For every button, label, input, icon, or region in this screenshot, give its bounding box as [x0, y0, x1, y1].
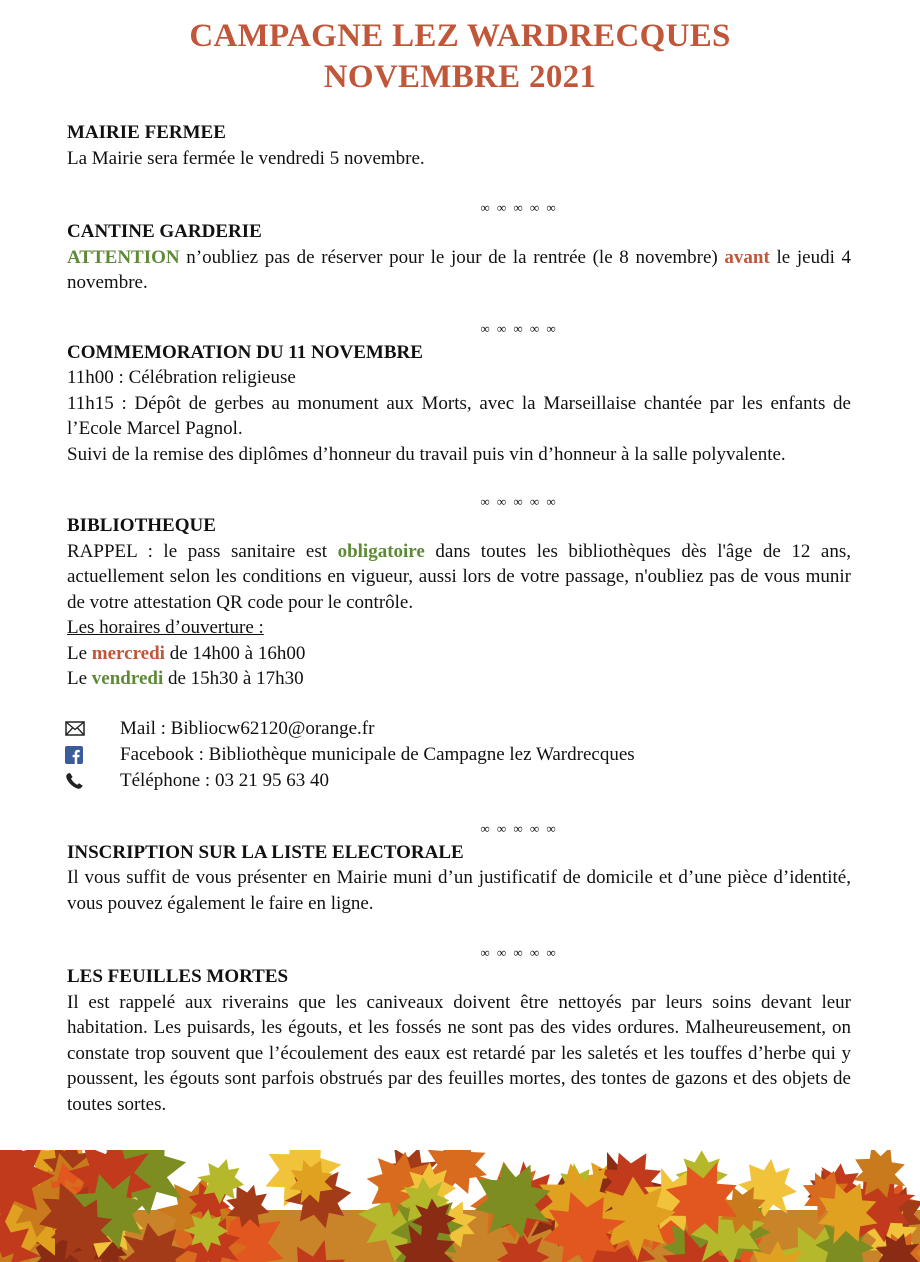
- bibliotheque-heading: BIBLIOTHEQUE: [67, 515, 216, 536]
- section-feuilles: [67, 964, 851, 1117]
- commemoration-line1: 11h00 : Célébration religieuse: [67, 367, 296, 388]
- mercredi-hours: de 14h00 à 16h00: [164, 642, 306, 664]
- page-title: CAMPAGNE LEZ WARDRECQUES: [189, 18, 731, 54]
- rappel-part1: RAPPEL : le pass sanitaire est: [67, 540, 338, 562]
- inscription-text: Il vous suffit de vous présenter en Mairie muni d’un justificatif de domicile et d’une pièce d’identité, vous pouvez également le faire en ligne.: [67, 867, 851, 914]
- separator: ∞ ∞ ∞ ∞ ∞: [480, 320, 558, 336]
- vendredi-label: vendredi: [91, 668, 164, 689]
- horaire-vendredi: [67, 666, 851, 692]
- section-commemoration: [67, 340, 851, 468]
- rappel-part2: dans toutes les bibliothèques dès l'âge de 12 ans, actuellement selon les conditions en vigueur, aussi lors de votre passage, n'oubliez pas de vous munir de votre attestation QR code pour le contrôle.: [67, 540, 851, 613]
- obligatoire-label: obligatoire: [337, 540, 425, 562]
- mercredi-label: mercredi: [91, 642, 165, 664]
- cantine-text-part2: le jeudi 4 novembre.: [67, 246, 852, 293]
- content: [67, 120, 851, 1117]
- autumn-leaves-decoration: [0, 1150, 920, 1262]
- contact-phone-text[interactable]: Téléphone : 03 21 95 63 40: [120, 769, 329, 791]
- mairie-heading: MAIRIE FERMEE: [67, 122, 226, 143]
- horaire-mercredi: [67, 641, 851, 667]
- contact-facebook: [65, 742, 851, 768]
- horaire-le: Le: [67, 668, 92, 689]
- vendredi-hours: de 15h30 à 17h30: [163, 668, 304, 689]
- feuilles-heading: LES FEUILLES MORTES: [67, 966, 289, 987]
- separator: ∞ ∞ ∞ ∞ ∞: [480, 200, 558, 215]
- envelope-icon: [65, 716, 120, 742]
- facebook-icon: [65, 742, 120, 768]
- phone-icon: [65, 768, 120, 794]
- horaire-le: Le: [67, 642, 92, 664]
- page-subtitle: NOVEMBRE 2021: [323, 59, 597, 95]
- separator: ∞ ∞ ∞ ∞ ∞: [480, 820, 558, 836]
- separator: ∞ ∞ ∞ ∞ ∞: [480, 494, 558, 509]
- avant-label: avant: [724, 246, 770, 268]
- bibliotheque-rappel: [67, 539, 851, 616]
- cantine-heading: CANTINE GARDERIE: [67, 221, 262, 242]
- attention-label: ATTENTION: [67, 246, 180, 268]
- horaires-label: Les horaires d’ouverture :: [67, 617, 264, 638]
- commemoration-line3: Suivi de la remise des diplômes d’honneur du travail puis vin d’honneur à la salle polyvalente.: [67, 443, 786, 465]
- section-mairie: [67, 120, 851, 171]
- cantine-text: [67, 245, 851, 296]
- feuilles-text: Il est rappelé aux riverains que les caniveaux doivent être nettoyés par leurs soins devant leur habitation. Les puisards, les égouts, et les fossés ne sont pas des vides ordures. Malheureusement, on constate trop souvent que l’écoulement des eaux est retardé par les saletés et les touffes d’herbe qui y poussent, les égouts sont parfois obstrués par des feuilles mortes, des tontes de gazons et des objets de toutes sortes.: [67, 991, 851, 1115]
- section-bibliotheque: [67, 513, 851, 794]
- section-inscription: [67, 840, 851, 917]
- separator: ∞ ∞ ∞ ∞ ∞: [480, 945, 558, 960]
- contact-mail: [65, 716, 851, 742]
- contact-phone: [65, 768, 851, 794]
- mairie-text: La Mairie sera fermée le vendredi 5 novembre.: [67, 147, 425, 169]
- contact-mail-text[interactable]: Mail : Bibliocw62120@orange.fr: [120, 717, 375, 739]
- contact-facebook-text[interactable]: Facebook : Bibliothèque municipale de Campagne lez Wardrecques: [120, 743, 635, 765]
- inscription-heading: INSCRIPTION SUR LA LISTE ELECTORALE: [67, 841, 464, 863]
- commemoration-heading: COMMEMORATION DU 11 NOVEMBRE: [67, 341, 423, 363]
- section-cantine: [67, 219, 851, 296]
- commemoration-line2: 11h15 : Dépôt de gerbes au monument aux Morts, avec la Marseillaise chantée par les enfants de l’Ecole Marcel Pagnol.: [67, 392, 851, 439]
- cantine-text-part1: n’oubliez pas de réserver pour le jour de la rentrée (le 8 novembre): [179, 246, 725, 268]
